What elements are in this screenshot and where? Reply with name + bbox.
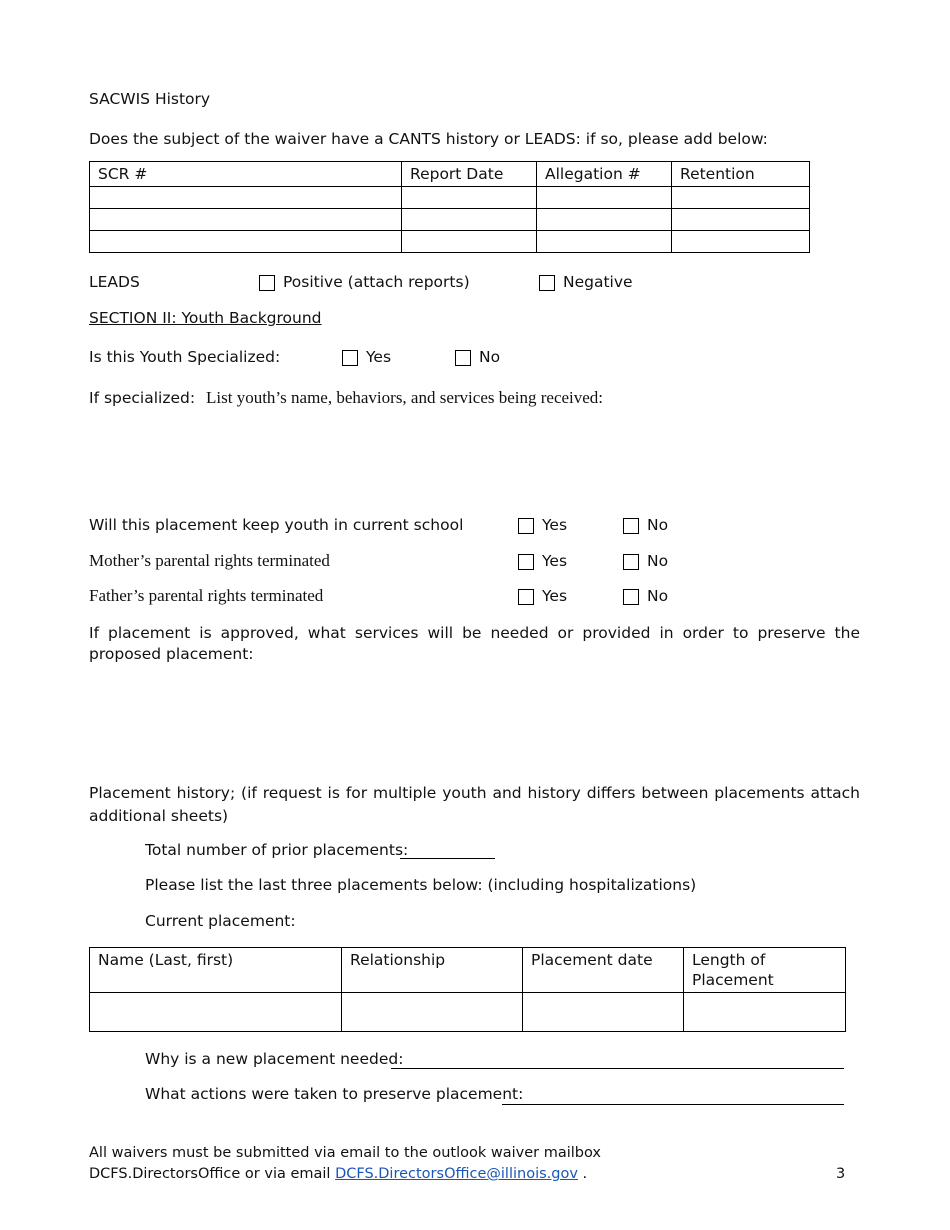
header-placement-date: Placement date — [523, 948, 684, 993]
school-yes-label: Yes — [542, 516, 568, 534]
table-cell[interactable] — [684, 993, 846, 1032]
father-rights-question: Father’s parental rights terminated — [89, 586, 324, 605]
table-cell[interactable] — [672, 187, 810, 209]
if-specialized-line — [89, 388, 603, 408]
table-cell[interactable] — [90, 993, 342, 1032]
school-yes-checkbox[interactable] — [518, 518, 534, 534]
table-cell[interactable] — [537, 209, 672, 231]
actions-label: What actions were taken to preserve placement: — [145, 1085, 524, 1103]
school-question: Will this placement keep youth in current school — [89, 516, 464, 534]
table-cell[interactable] — [402, 209, 537, 231]
table-cell[interactable] — [90, 187, 402, 209]
total-prior-input-line[interactable] — [400, 858, 495, 859]
footer-prefix: DCFS.DirectorsOffice or via email — [89, 1166, 336, 1182]
mother-rights-question: Mother’s parental rights terminated — [89, 551, 330, 570]
father-rights-yes-checkbox[interactable] — [518, 589, 534, 605]
table-row — [90, 231, 810, 253]
table-cell[interactable] — [537, 231, 672, 253]
email-link[interactable]: DCFS.DirectorsOffice@illinois.gov — [335, 1166, 578, 1182]
header-length: Length of Placement — [684, 948, 846, 993]
placement-history-intro: Placement history; (if request is for multiple youth and history differs between placements attach additional sheets) — [89, 784, 860, 825]
school-no-label: No — [647, 516, 669, 534]
if-specialized-label: If specialized: — [89, 389, 196, 407]
section-heading-youth-background: SECTION II: Youth Background — [89, 309, 322, 327]
table-cell[interactable] — [672, 231, 810, 253]
father-rights-no-label: No — [647, 587, 669, 605]
leads-positive-label: Positive (attach reports) — [283, 273, 470, 291]
table-header-row — [90, 948, 846, 993]
specialized-yes-checkbox[interactable] — [342, 350, 358, 366]
why-new-input-line[interactable] — [391, 1068, 844, 1069]
specialized-question: Is this Youth Specialized: — [89, 348, 281, 366]
leads-label: LEADS — [89, 273, 140, 291]
table-cell[interactable] — [537, 187, 672, 209]
section-heading-sacwis: SACWIS History — [89, 90, 211, 108]
leads-negative-checkbox[interactable] — [539, 275, 555, 291]
footer-line1: All waivers must be submitted via email to the outlook waiver mailbox — [89, 1145, 602, 1161]
header-report-date: Report Date — [402, 162, 537, 187]
table-cell[interactable] — [402, 231, 537, 253]
table-cell[interactable] — [90, 231, 402, 253]
father-rights-no-checkbox[interactable] — [623, 589, 639, 605]
specialized-no-label: No — [479, 348, 501, 366]
leads-negative-label: Negative — [563, 273, 633, 291]
mother-rights-yes-label: Yes — [542, 552, 568, 570]
placement-table — [89, 947, 846, 1032]
why-new-label: Why is a new placement needed: — [145, 1050, 404, 1068]
table-header-row — [90, 162, 810, 187]
specialized-no-checkbox[interactable] — [455, 350, 471, 366]
table-row — [90, 209, 810, 231]
father-rights-yes-label: Yes — [542, 587, 568, 605]
table-row — [90, 993, 846, 1032]
header-retention: Retention — [672, 162, 810, 187]
table-cell[interactable] — [342, 993, 523, 1032]
current-placement-label: Current placement: — [145, 912, 296, 930]
actions-input-line[interactable] — [502, 1104, 844, 1105]
mother-rights-no-checkbox[interactable] — [623, 554, 639, 570]
specialized-yes-label: Yes — [366, 348, 392, 366]
table-row — [90, 187, 810, 209]
header-scr: SCR # — [90, 162, 402, 187]
page-number: 3 — [836, 1166, 846, 1182]
table-cell[interactable] — [672, 209, 810, 231]
leads-positive-checkbox[interactable] — [259, 275, 275, 291]
sacwis-table — [89, 161, 810, 253]
school-no-checkbox[interactable] — [623, 518, 639, 534]
services-question: If placement is approved, what services will be needed or provided in order to preserve the proposed placement: — [89, 624, 860, 663]
if-specialized-instruction: List youth’s name, behaviors, and services being received: — [206, 388, 604, 407]
total-prior-label: Total number of prior placements: — [145, 841, 409, 859]
cants-question: Does the subject of the waiver have a CANTS history or LEADS: if so, please add below: — [89, 130, 768, 148]
mother-rights-yes-checkbox[interactable] — [518, 554, 534, 570]
mother-rights-no-label: No — [647, 552, 669, 570]
footer-line2 — [89, 1166, 587, 1182]
table-cell[interactable] — [523, 993, 684, 1032]
header-name: Name (Last, first) — [90, 948, 342, 993]
table-cell[interactable] — [90, 209, 402, 231]
header-relationship: Relationship — [342, 948, 523, 993]
list-instruction: Please list the last three placements below: (including hospitalizations) — [145, 876, 697, 894]
table-cell[interactable] — [402, 187, 537, 209]
header-allegation: Allegation # — [537, 162, 672, 187]
footer-suffix: . — [577, 1166, 588, 1182]
